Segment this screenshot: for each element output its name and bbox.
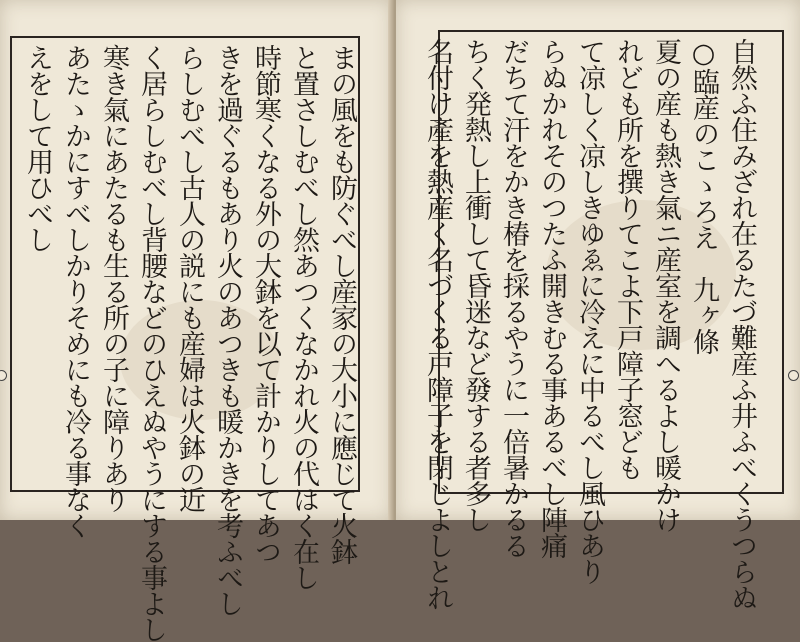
right-page-text xyxy=(422,38,760,610)
left_page-line: きを過ぐるもあり火のあつきも暖かきを考ふべし xyxy=(212,44,243,616)
right_page-line: 夏の産も熱き氣ニ産室を調へるよし暖かけ xyxy=(650,38,681,532)
right_page-line: だちて汗をかき椿を採るやうに一倍暑かるる xyxy=(498,38,529,558)
binding-hole xyxy=(788,370,799,381)
left_page-line: 寒き氣にあたるも生る所の子に障りあり xyxy=(98,44,129,512)
left-page xyxy=(0,0,392,642)
right_page-line: れども所を撰りてこよ下戸障子窓ども xyxy=(612,38,643,480)
left_page-line: 時節寒くなる外の大鉢を以て計かりしてあつ xyxy=(250,44,281,564)
left-page-text xyxy=(22,44,360,642)
left_page-line: らしむべし古人の説にも産婦は火鉢の近 xyxy=(174,44,205,512)
right-text-frame xyxy=(422,30,784,610)
left_page-line: く居らしむべし背腰などのひえぬやうにする事よし xyxy=(136,44,167,642)
binding-hole xyxy=(0,370,7,381)
left_page-line: まの風をも防ぐべし産家の大小に應じて火鉢 xyxy=(326,44,357,564)
left_page-line: えをして用ひべし xyxy=(22,44,53,252)
right_page-line: らぬかれそのつたふ開きむる事あるべし陣痛 xyxy=(536,38,567,558)
right_page-line: 自然ふ住みざれ在るたづ難産ふ井ふべくうつらぬ xyxy=(726,38,757,610)
right_page-line: て凉しく凉しきゆゑに冷えに中るべし風ひあり xyxy=(574,38,605,584)
right-page xyxy=(396,0,800,610)
left_page-line: と置さしむべし然あつくなかれ火の代はく在し xyxy=(288,44,319,590)
left-text-frame xyxy=(10,36,360,642)
right_page-line: ちく発熱し上衝して昏迷など發する者多し xyxy=(460,38,491,532)
left_page-line: あたゝかにすべしかりそめにも冷る事なく xyxy=(60,44,91,538)
right_page-line: ○臨産のこゝろえ 九ヶ條 xyxy=(688,38,719,354)
right_page-line: 名付け產を熱産く名づくる戸障子を閉じよしとれ xyxy=(422,38,453,610)
